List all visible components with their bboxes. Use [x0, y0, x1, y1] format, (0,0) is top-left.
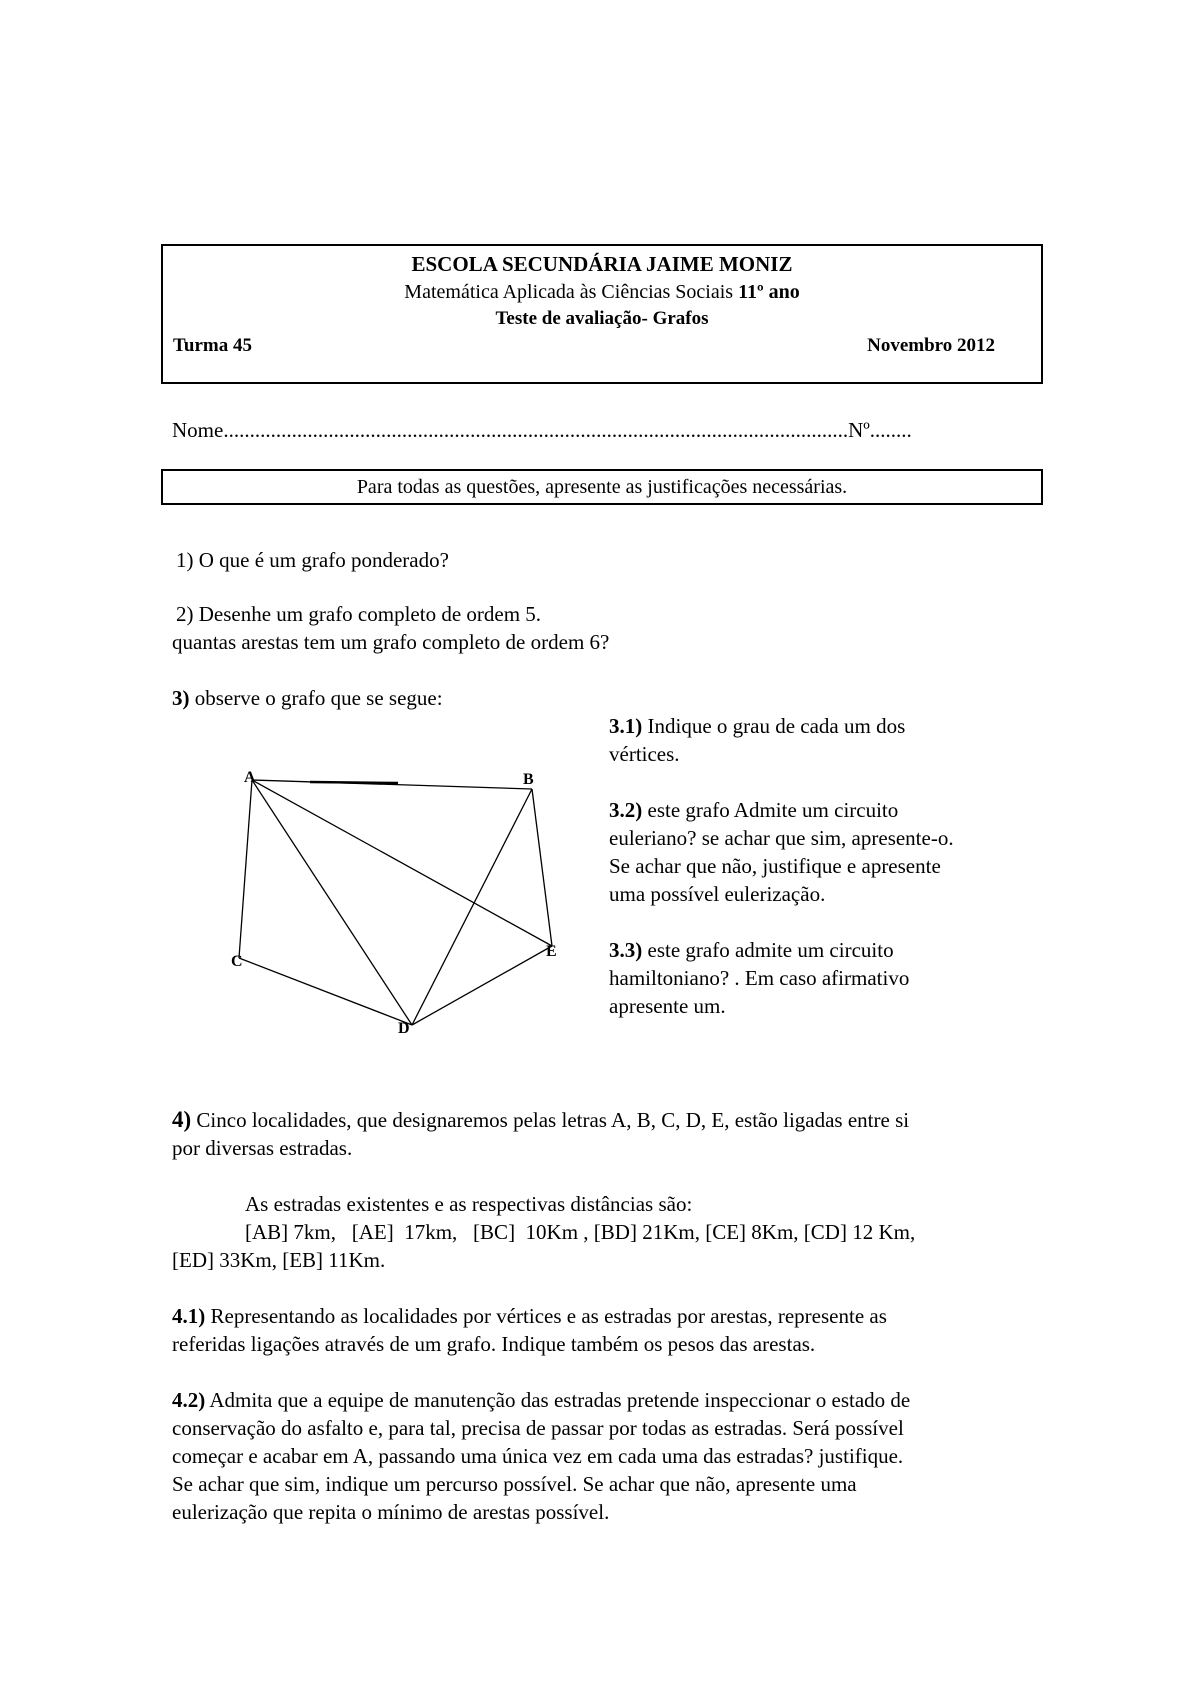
- question-3-2-line-2: euleriano? se achar que sim, apresente-o.: [609, 826, 954, 850]
- question-3-1-line-1: 3.1) Indique o grau de cada um dos: [609, 714, 906, 738]
- test-date: Novembro 2012: [867, 335, 995, 356]
- question-4-line-1: 4) Cinco localidades, que designaremos pelas letras A, B, C, D, E, estão ligadas entre si: [172, 1107, 910, 1132]
- notice-text: Para todas as questões, apresente as justificações necessárias.: [356, 476, 848, 498]
- question-3-text: observe o grafo que se segue:: [194, 686, 443, 710]
- graph-vertex-C: C: [231, 953, 243, 970]
- graph-vertex-B: B: [523, 771, 534, 788]
- question-3-2-line-1: 3.2) este grafo Admite um circuito: [609, 798, 899, 822]
- graph-vertex-E: E: [546, 943, 557, 960]
- question-4-2-number: 4.2): [172, 1388, 206, 1412]
- graph-edge-DE: [412, 946, 552, 1025]
- graph-edge-BE: [532, 789, 552, 946]
- question-3-3-line-2: hamiltoniano? . Em caso afirmativo: [609, 966, 910, 990]
- school-name: ESCOLA SECUNDÁRIA JAIME MONIZ: [411, 252, 793, 276]
- question-4-2-line-1: 4.2) Admita que a equipe de manutenção das estradas pretende inspeccionar o estado de: [172, 1388, 911, 1412]
- question-4-1-line-2: referidas ligações através de um grafo. Indique também os pesos das arestas.: [172, 1332, 816, 1356]
- question-4-2-line-2: conservação do asfalto e, para tal, precisa de passar por todas as estradas. Será possível: [172, 1416, 904, 1440]
- question-3-3-line-3: apresente um.: [609, 994, 726, 1018]
- graph-edge-AE: [252, 780, 552, 946]
- question-3-2-number: 3.2): [609, 798, 643, 822]
- question-3-1-line-2: vértices.: [609, 742, 680, 766]
- question-2-line-2: quantas arestas tem um grafo completo de ordem 6?: [172, 630, 610, 654]
- question-4-2-line-5: eulerização que repita o mínimo de arestas possível.: [172, 1500, 610, 1524]
- graph-vertex-D: D: [398, 1020, 410, 1037]
- question-3-1-number: 3.1): [609, 714, 643, 738]
- roads-line-1: [AB] 7km, [AE] 17km, [BC] 10Km , [BD] 21Km, [CE] 8Km, [CD] 12 Km,: [245, 1220, 916, 1244]
- graph-edge-BD: [412, 789, 532, 1025]
- graph-edge-AB: [252, 780, 532, 789]
- name-line: Nome.......................................................................................................................Nº........: [172, 418, 912, 442]
- question-4-line-2: por diversas estradas.: [172, 1136, 353, 1160]
- school-year: 11º ano: [738, 281, 800, 303]
- question-3-number: 3): [172, 686, 190, 710]
- class-label: Turma 45: [173, 335, 253, 356]
- roads-intro: As estradas existentes e as respectivas distâncias são:: [245, 1192, 693, 1216]
- graph-edge-CD: [239, 958, 412, 1025]
- question-3-2-line-4: uma possível eulerização.: [609, 882, 826, 906]
- test-title: Teste de avaliação- Grafos: [495, 308, 709, 329]
- graph-edge-AB-emphasis: [310, 782, 398, 783]
- question-2-line-1: 2) Desenhe um grafo completo de ordem 5.: [176, 602, 542, 626]
- question-1: 1) O que é um grafo ponderado?: [176, 548, 449, 572]
- graph-edge-AD: [252, 780, 412, 1025]
- graph-edge-AC: [239, 780, 252, 958]
- question-4-1-line-1: 4.1) Representando as localidades por vértices e as estradas por arestas, represente as: [172, 1304, 887, 1328]
- question-3-3-number: 3.3): [609, 938, 643, 962]
- question-3-2-line-3: Se achar que não, justifique e apresente: [609, 854, 941, 878]
- question-4-2-line-3: começar e acabar em A, passando uma única vez em cada uma das estradas? justifique.: [172, 1444, 904, 1468]
- question-4-number: 4): [172, 1107, 192, 1132]
- question-3-3-line-1: 3.3) este grafo admite um circuito: [609, 938, 894, 962]
- graph-vertex-A: A: [244, 769, 256, 786]
- subject: Matemática Aplicada às Ciências Sociais: [404, 281, 734, 303]
- question-4-1-number: 4.1): [172, 1304, 206, 1328]
- question-4-2-line-4: Se achar que sim, indique um percurso possível. Se achar que não, apresente uma: [172, 1472, 857, 1496]
- roads-line-2: [ED] 33Km, [EB] 11Km.: [172, 1248, 386, 1272]
